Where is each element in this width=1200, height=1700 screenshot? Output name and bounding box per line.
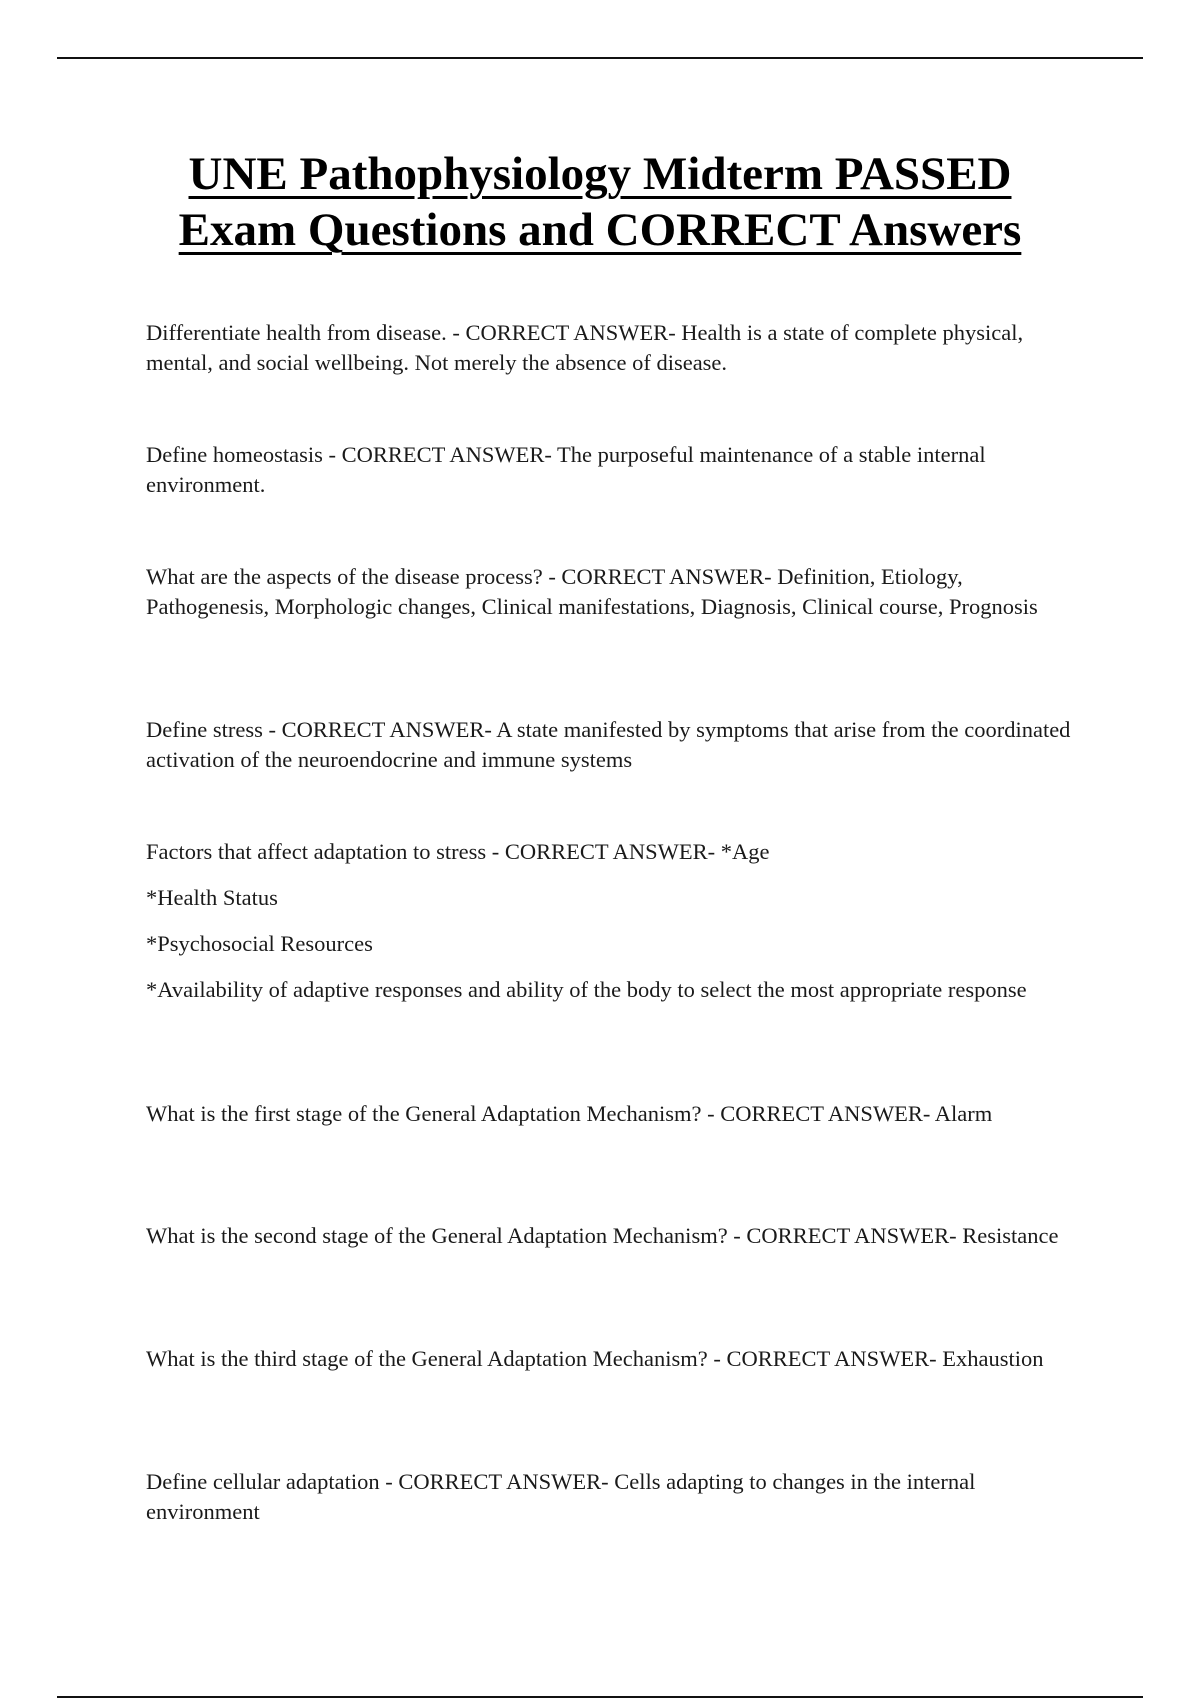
factor-psychosocial-resources: *Psychosocial Resources bbox=[146, 931, 373, 956]
top-rule bbox=[57, 57, 1143, 59]
qa-item-text: Define homeostasis - CORRECT ANSWER- The purposeful maintenance of a stable internal environment. bbox=[146, 442, 986, 497]
qa-item-adaptation-factors bbox=[146, 837, 1076, 1021]
qa-item-stress bbox=[146, 715, 1076, 775]
qa-item-second-stage bbox=[146, 1221, 1076, 1251]
title-line-1: UNE Pathophysiology Midterm PASSED bbox=[188, 148, 1012, 200]
factor-health-status: *Health Status bbox=[146, 885, 278, 910]
factor-list bbox=[146, 883, 1076, 1005]
qa-item-third-stage bbox=[146, 1344, 1076, 1374]
qa-item-text: What is the first stage of the General Adaptation Mechanism? - CORRECT ANSWER- Alarm bbox=[146, 1101, 993, 1126]
qa-item-text: What is the second stage of the General Adaptation Mechanism? - CORRECT ANSWER- Resistance bbox=[146, 1223, 1059, 1248]
qa-item-text: What are the aspects of the disease process? - CORRECT ANSWER- Definition, Etiology, Pathogenesis, Morphologic changes, Clinical manifestations, Diagnosis, Clinical course, Prognosis bbox=[146, 564, 1038, 619]
qa-item-text: What is the third stage of the General Adaptation Mechanism? - CORRECT ANSWER- Exhaustion bbox=[146, 1346, 1044, 1371]
qa-item-cellular-adaptation bbox=[146, 1467, 1076, 1527]
document-title bbox=[60, 146, 1140, 258]
qa-item-text: Differentiate health from disease. - CORRECT ANSWER- Health is a state of complete physical, mental, and social wellbeing. Not merely the absence of disease. bbox=[146, 320, 1024, 375]
qa-item-text: Factors that affect adaptation to stress - CORRECT ANSWER- *Age bbox=[146, 839, 770, 864]
qa-item-text: Define stress - CORRECT ANSWER- A state manifested by symptoms that arise from the coordinated activation of the neuroendocrine and immune systems bbox=[146, 717, 1071, 772]
bottom-rule bbox=[57, 1696, 1143, 1698]
qa-item-first-stage bbox=[146, 1099, 1076, 1129]
qa-item-health-vs-disease bbox=[146, 318, 1076, 378]
factor-adaptive-responses: *Availability of adaptive responses and ability of the body to select the most appropriate response bbox=[146, 977, 1027, 1002]
title-line-2: Exam Questions and CORRECT Answers bbox=[178, 204, 1022, 256]
qa-item-text: Define cellular adaptation - CORRECT ANSWER- Cells adapting to changes in the internal environment bbox=[146, 1469, 976, 1524]
qa-item-homeostasis bbox=[146, 440, 1076, 500]
qa-item-disease-process bbox=[146, 562, 1076, 622]
